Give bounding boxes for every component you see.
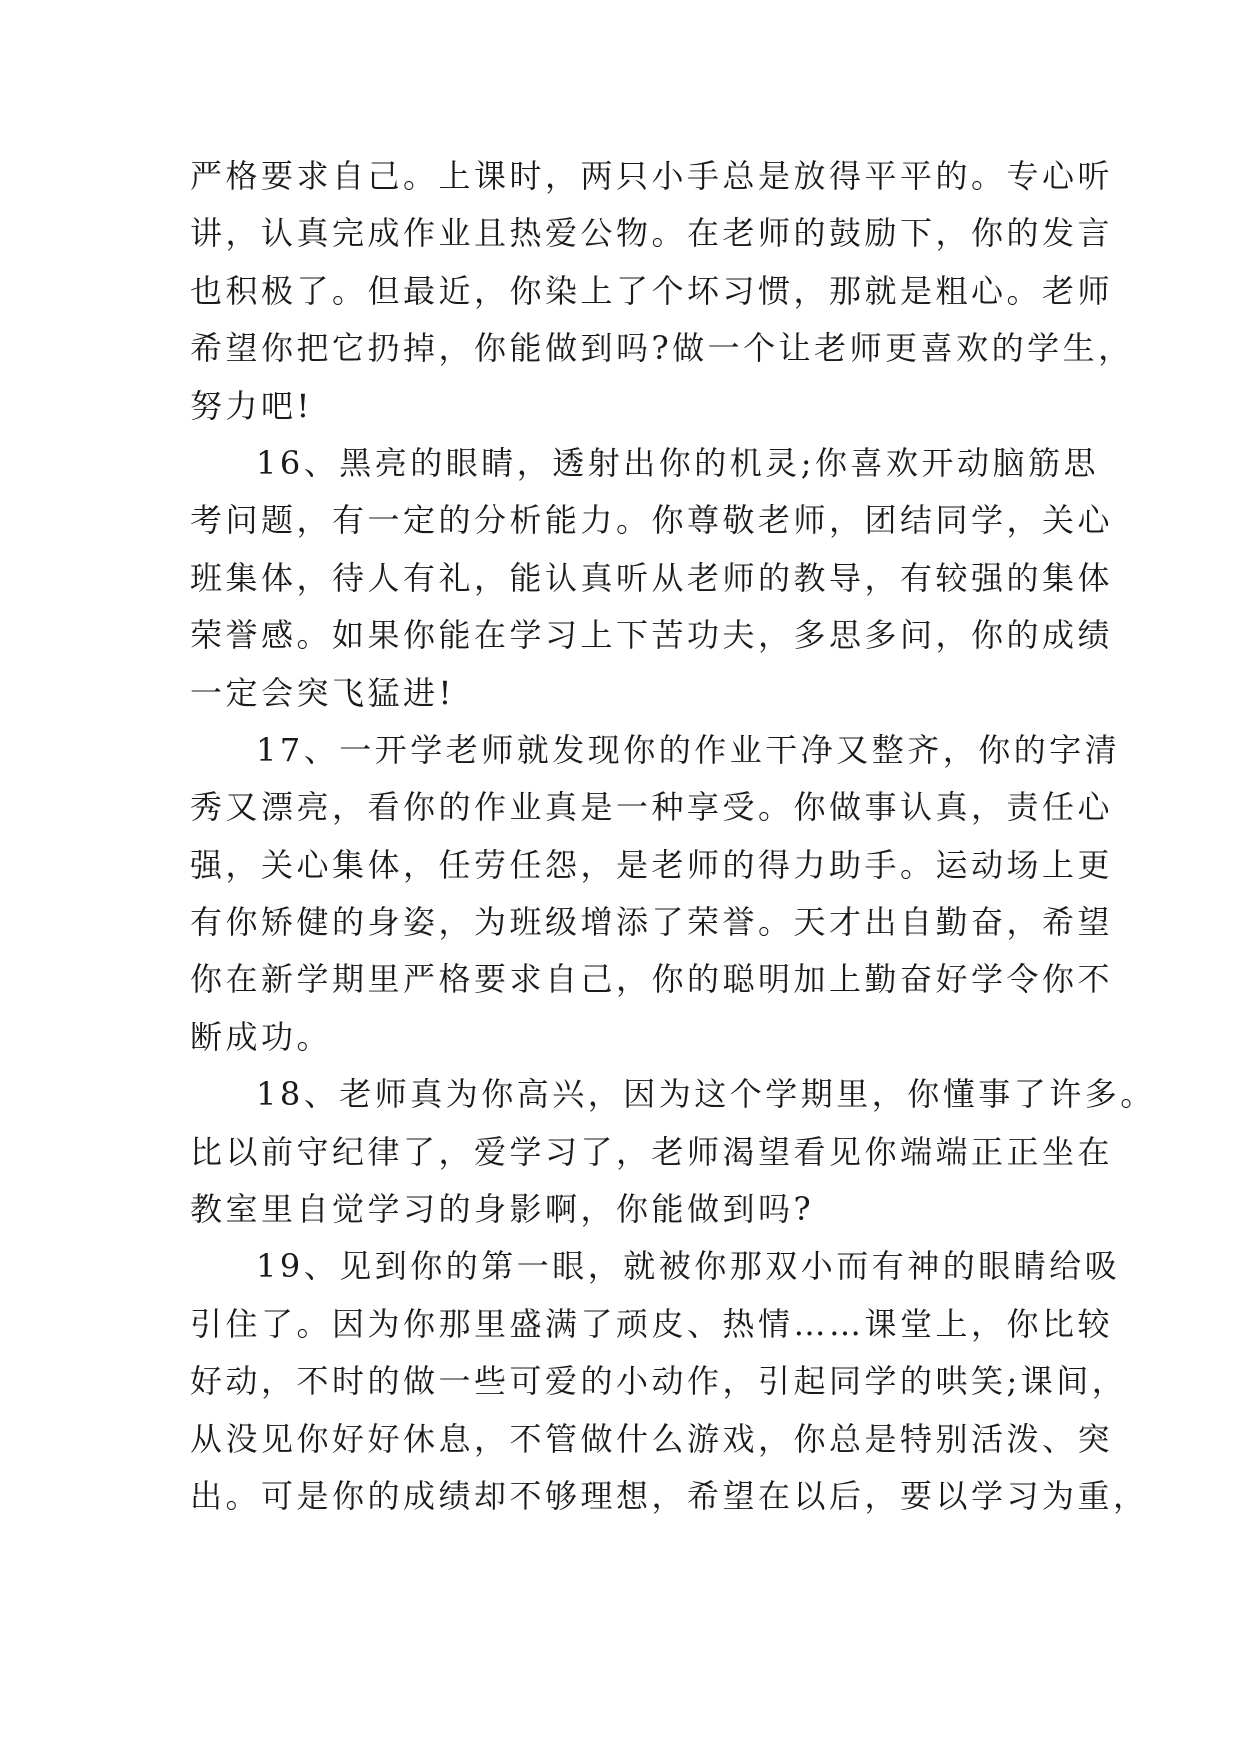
text-line: 比以前守纪律了，爱学习了，老师渴望看见你端端正正坐在 xyxy=(190,1132,1114,1171)
text-line: 强，关心集体，任劳任怨，是老师的得力助手。运动场上更 xyxy=(190,845,1114,884)
text-line: 出。可是你的成绩却不够理想，希望在以后，要以学习为重， xyxy=(190,1476,1149,1515)
text-line: 引住了。因为你那里盛满了顽皮、热情……课堂上，你比较 xyxy=(190,1304,1114,1343)
text-line: 断成功。 xyxy=(190,1017,333,1056)
document-body-text xyxy=(190,148,1156,1525)
text-line: 班集体，待人有礼，能认真听从老师的教导，有较强的集体 xyxy=(190,558,1114,597)
paragraph-first-line: 17、一开学老师就发现你的作业干净又整齐，你的字清 xyxy=(256,730,1121,769)
text-line: 希望你把它扔掉，你能做到吗?做一个让老师更喜欢的学生， xyxy=(190,329,1134,368)
text-line: 秀又漂亮，看你的作业真是一种享受。你做事认真，责任心 xyxy=(190,788,1114,827)
text-line: 从没见你好好休息，不管做什么游戏，你总是特别活泼、突 xyxy=(190,1419,1114,1458)
text-line: 一定会突飞猛进! xyxy=(190,673,455,712)
text-line: 也积极了。但最近，你染上了个坏习惯，那就是粗心。老师 xyxy=(190,271,1114,310)
text-line: 考问题，有一定的分析能力。你尊敬老师，团结同学，关心 xyxy=(190,501,1114,540)
text-line: 讲，认真完成作业且热爱公物。在老师的鼓励下，你的发言 xyxy=(190,214,1114,253)
text-line: 严格要求自己。上课时，两只小手总是放得平平的。专心听 xyxy=(190,157,1114,195)
text-line: 好动，不时的做一些可爱的小动作，引起同学的哄笑;课间， xyxy=(190,1362,1128,1401)
text-line: 教室里自觉学习的身影啊，你能做到吗? xyxy=(190,1190,815,1229)
paragraph-first-line: 16、黑亮的眼睛，透射出你的机灵;你喜欢开动脑筋思 xyxy=(256,443,1100,482)
paragraph-first-line: 18、老师真为你高兴，因为这个学期里，你懂事了许多。 xyxy=(256,1075,1156,1114)
text-line: 努力吧! xyxy=(190,386,313,425)
paragraph-first-line: 19、见到你的第一眼，就被你那双小而有神的眼睛给吸 xyxy=(256,1247,1121,1286)
text-line: 荣誉感。如果你能在学习上下苦功夫，多思多问，你的成绩 xyxy=(190,616,1114,655)
text-line: 有你矫健的身姿，为班级增添了荣誉。天才出自勤奋，希望 xyxy=(190,903,1114,942)
text-line: 你在新学期里严格要求自己，你的聪明加上勤奋好学令你不 xyxy=(190,960,1114,999)
